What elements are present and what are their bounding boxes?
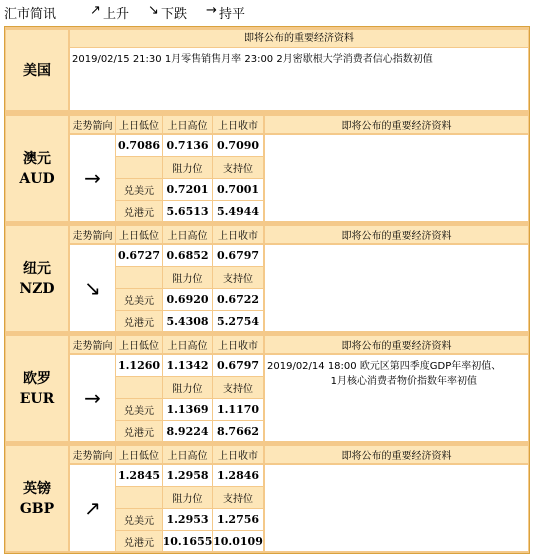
usd-resistance-value: 1.1369 bbox=[163, 399, 212, 420]
empty-label-cell bbox=[116, 157, 162, 178]
resistance-label: 阻力位 bbox=[163, 377, 212, 398]
news-body bbox=[265, 135, 528, 221]
page-title: 汇市简讯 bbox=[4, 7, 57, 22]
hkd-label: 兑港元 bbox=[116, 311, 162, 331]
usd-support-value: 1.2756 bbox=[213, 509, 263, 530]
prev-high-value: 0.6852 bbox=[163, 245, 212, 266]
currency-name: 纽元 bbox=[23, 260, 51, 277]
down-arrow-icon: ↘ bbox=[148, 3, 159, 18]
header-prev-high: 上日高位 bbox=[163, 336, 212, 353]
prev-low-value: 1.1260 bbox=[116, 355, 162, 376]
empty-label-cell bbox=[116, 487, 162, 508]
currency-code: GBP bbox=[19, 500, 55, 517]
header-prev-low: 上日低位 bbox=[116, 446, 162, 463]
currency-code: AUD bbox=[19, 170, 55, 187]
news-header: 即将公布的重要经济资料 bbox=[265, 336, 528, 353]
usd-support-value: 0.7001 bbox=[213, 179, 263, 200]
us-news-header: 即将公布的重要经济资料 bbox=[70, 30, 528, 47]
us-label: 美国 bbox=[6, 30, 68, 110]
header-prev-close: 上日收市 bbox=[213, 116, 263, 133]
support-label: 支持位 bbox=[213, 487, 263, 508]
hkd-label: 兑港元 bbox=[116, 531, 162, 551]
hkd-label: 兑港元 bbox=[116, 201, 162, 221]
usd-label: 兑美元 bbox=[116, 179, 162, 200]
news-body bbox=[265, 245, 528, 331]
hkd-resistance-value: 10.1655 bbox=[163, 531, 212, 551]
currency-label bbox=[6, 226, 68, 331]
support-label: 支持位 bbox=[213, 377, 263, 398]
header-prev-high: 上日高位 bbox=[163, 226, 212, 243]
prev-high-value: 1.1342 bbox=[163, 355, 212, 376]
legend-down-label: 下跌 bbox=[161, 7, 188, 22]
prev-high-value: 1.2958 bbox=[163, 465, 212, 486]
prev-close-value: 0.6797 bbox=[213, 245, 263, 266]
legend-bar bbox=[0, 0, 534, 24]
trend-flat-arrow-icon: → bbox=[70, 135, 115, 221]
usd-support-value: 1.1170 bbox=[213, 399, 263, 420]
hkd-support-value: 5.4944 bbox=[213, 201, 263, 221]
empty-label-cell bbox=[116, 267, 162, 288]
news-header: 即将公布的重要经济资料 bbox=[265, 116, 528, 133]
news-body bbox=[265, 465, 528, 551]
us-news: 2019/02/15 21:30 1月零售销售月率 23:00 2月密歇根大学消费者信心指数初值 bbox=[70, 48, 528, 110]
hkd-support-value: 8.7662 bbox=[213, 421, 263, 441]
currency-code: NZD bbox=[19, 280, 55, 297]
trend-up-arrow-icon: ↗ bbox=[70, 465, 115, 551]
prev-close-value: 0.7090 bbox=[213, 135, 263, 156]
legend-flat-label: 持平 bbox=[219, 7, 246, 22]
currency-label bbox=[6, 336, 68, 441]
hkd-support-value: 5.2754 bbox=[213, 311, 263, 331]
hkd-resistance-value: 8.9224 bbox=[163, 421, 212, 441]
news-header: 即将公布的重要经济资料 bbox=[265, 226, 528, 243]
trend-flat-arrow-icon: → bbox=[70, 355, 115, 441]
resistance-label: 阻力位 bbox=[163, 487, 212, 508]
hkd-resistance-value: 5.6513 bbox=[163, 201, 212, 221]
header-prev-low: 上日低位 bbox=[116, 116, 162, 133]
resistance-label: 阻力位 bbox=[163, 157, 212, 178]
header-prev-low: 上日低位 bbox=[116, 336, 162, 353]
header-trend: 走势箭向 bbox=[70, 116, 115, 133]
support-label: 支持位 bbox=[213, 157, 263, 178]
header-prev-low: 上日低位 bbox=[116, 226, 162, 243]
hkd-resistance-value: 5.4308 bbox=[163, 311, 212, 331]
header-prev-high: 上日高位 bbox=[163, 446, 212, 463]
usd-resistance-value: 1.2953 bbox=[163, 509, 212, 530]
news-body: 2019/02/14 18:00 欧元区第四季度GDP年率初值、 1月核心消费者物价指数年率初值 bbox=[265, 355, 528, 441]
news-header: 即将公布的重要经济资料 bbox=[265, 446, 528, 463]
header-prev-close: 上日收市 bbox=[213, 446, 263, 463]
currency-name: 英镑 bbox=[23, 480, 51, 497]
currency-name: 澳元 bbox=[23, 150, 51, 167]
prev-high-value: 0.7136 bbox=[163, 135, 212, 156]
currency-code: EUR bbox=[19, 390, 55, 407]
prev-low-value: 0.7086 bbox=[116, 135, 162, 156]
currency-name: 欧罗 bbox=[23, 370, 51, 387]
currency-label bbox=[6, 116, 68, 221]
flat-arrow-icon: → bbox=[206, 3, 217, 18]
usd-label: 兑美元 bbox=[116, 509, 162, 530]
prev-close-value: 1.2846 bbox=[213, 465, 263, 486]
usd-resistance-value: 0.7201 bbox=[163, 179, 212, 200]
usd-support-value: 0.6722 bbox=[213, 289, 263, 310]
up-arrow-icon: ↗ bbox=[90, 3, 101, 18]
empty-label-cell bbox=[116, 377, 162, 398]
hkd-support-value: 10.0109 bbox=[213, 531, 263, 551]
header-trend: 走势箭向 bbox=[70, 226, 115, 243]
legend-up-label: 上升 bbox=[103, 7, 130, 22]
prev-low-value: 0.6727 bbox=[116, 245, 162, 266]
support-label: 支持位 bbox=[213, 267, 263, 288]
usd-label: 兑美元 bbox=[116, 399, 162, 420]
resistance-label: 阻力位 bbox=[163, 267, 212, 288]
header-prev-high: 上日高位 bbox=[163, 116, 212, 133]
prev-close-value: 0.6797 bbox=[213, 355, 263, 376]
hkd-label: 兑港元 bbox=[116, 421, 162, 441]
usd-resistance-value: 0.6920 bbox=[163, 289, 212, 310]
prev-low-value: 1.2845 bbox=[116, 465, 162, 486]
currency-label bbox=[6, 446, 68, 551]
header-trend: 走势箭向 bbox=[70, 446, 115, 463]
header-prev-close: 上日收市 bbox=[213, 336, 263, 353]
header-trend: 走势箭向 bbox=[70, 336, 115, 353]
trend-down-arrow-icon: ↘ bbox=[70, 245, 115, 331]
usd-label: 兑美元 bbox=[116, 289, 162, 310]
header-prev-close: 上日收市 bbox=[213, 226, 263, 243]
